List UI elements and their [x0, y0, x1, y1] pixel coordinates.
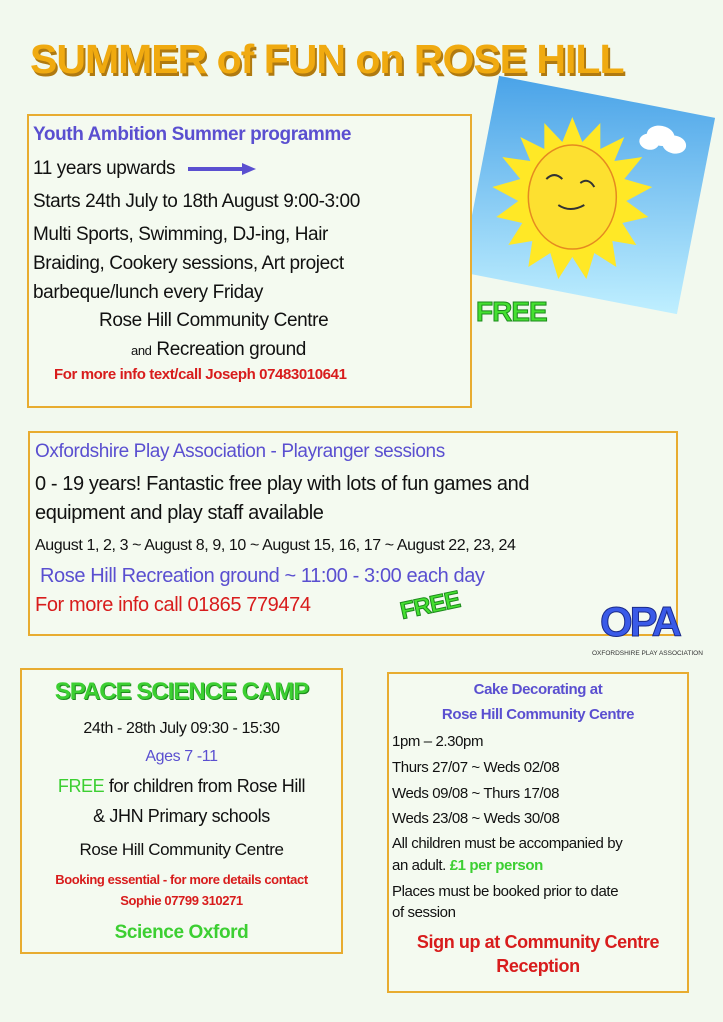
sun-icon [461, 76, 715, 314]
opa-desc-1: 0 - 19 years! Fantastic free play with lots of fun games and [35, 473, 530, 495]
cake-date-2: Weds 09/08 ~ Thurs 17/08 [392, 785, 560, 802]
space-booking-2: Sophie 07799 310271 [120, 893, 243, 908]
opa-venue: Rose Hill Recreation ground ~ 11:00 - 3:00 each day [40, 565, 485, 587]
youth-age-text: 11 years upwards [33, 158, 176, 179]
cake-price: £1 per person [449, 857, 543, 874]
opa-contact: For more info call 01865 779474 [35, 594, 311, 616]
opa-box [28, 431, 678, 636]
cake-signup-2: Reception [496, 956, 580, 976]
cake-note-1: All children must be accompanied by [392, 835, 623, 852]
sun-illustration [461, 76, 715, 314]
youth-activities-2: Braiding, Cookery sessions, Art project [33, 253, 344, 274]
youth-dates: Starts 24th July to 18th August 9:00-3:00 [33, 191, 360, 212]
cake-decorating-box [387, 672, 689, 993]
opa-dates: August 1, 2, 3 ~ August 8, 9, 10 ~ August 15, 16, 17 ~ August 22, 23, 24 [35, 537, 516, 554]
cake-note-2 [392, 857, 543, 874]
cake-time: 1pm – 2.30pm [392, 733, 484, 750]
arrow-right-icon [188, 163, 258, 175]
youth-heading: Youth Ambition Summer programme [33, 124, 352, 145]
youth-activities-3: barbeque/lunch every Friday [33, 282, 264, 303]
cake-note-2-text: an adult. [392, 857, 450, 874]
space-free-word: FREE [57, 776, 105, 796]
cake-heading-1: Cake Decorating at [473, 681, 603, 698]
cake-signup-1: Sign up at Community Centre [416, 932, 660, 952]
youth-activities-1: Multi Sports, Swimming, DJ-ing, Hair [33, 224, 328, 245]
space-ages: Ages 7 -11 [145, 748, 218, 765]
cloud-icon [638, 122, 689, 156]
cake-note-3: Places must be booked prior to date [392, 883, 619, 900]
cake-date-3: Weds 23/08 ~ Weds 30/08 [392, 810, 560, 827]
youth-venue-1: Rose Hill Community Centre [99, 310, 329, 331]
space-free-line [22, 776, 341, 797]
opa-logo-caption: OXFORDSHIRE PLAY ASSOCIATION [592, 650, 703, 657]
cake-date-1: Thurs 27/07 ~ Weds 02/08 [392, 759, 560, 776]
free-badge: FREE [476, 296, 547, 327]
youth-contact: For more info text/call Joseph 07483010641 [54, 366, 347, 383]
youth-venue-and: and [131, 343, 152, 358]
youth-age [33, 158, 258, 180]
space-schools: & JHN Primary schools [93, 806, 270, 826]
opa-heading: Oxfordshire Play Association - Playranger sessions [35, 441, 445, 462]
opa-desc-2: equipment and play staff available [35, 502, 324, 524]
space-heading: SPACE SCIENCE CAMP [54, 678, 309, 705]
cake-note-4: of session [392, 904, 456, 921]
youth-ambition-box [27, 114, 472, 408]
space-venue: Rose Hill Community Centre [79, 840, 284, 859]
space-booking-1: Booking essential - for more details contact [55, 872, 308, 887]
space-org: Science Oxford [114, 922, 249, 943]
space-free-rest: for children from Rose Hill [104, 776, 306, 796]
youth-venue-2 [131, 339, 306, 361]
poster-title: SUMMER of FUN on ROSE HILL [30, 36, 624, 82]
youth-venue-2-text: Recreation ground [156, 339, 306, 360]
opa-logo: OPA [600, 598, 679, 645]
cake-heading-2: Rose Hill Community Centre [441, 706, 635, 723]
space-dates: 24th - 28th July 09:30 - 15:30 [83, 720, 280, 737]
space-camp-box [20, 668, 343, 954]
opa-free-badge: FREE [397, 586, 463, 625]
